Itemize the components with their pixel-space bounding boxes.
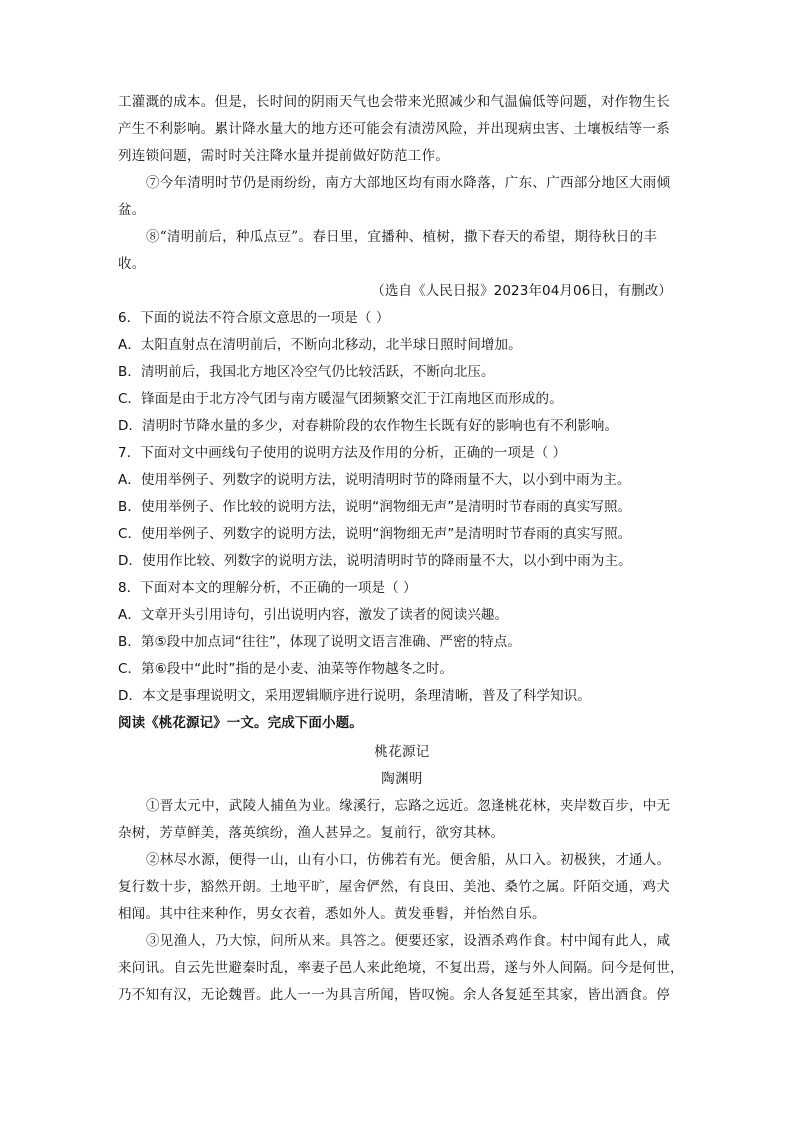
passage-line: 列连锁问题，需时时关注降水量并提前做好防范工作。 (118, 148, 450, 164)
reading-paragraph-3-line: 乃不知有汉，无论魏晋。此人一一为具言所闻，皆叹惋。余人各复延至其家，皆出酒食。停 (118, 987, 670, 1003)
question-7-option-c: C．使用举例子、列数字的说明方法，说明“润物细无声”是清明时节春雨的真实写照。 (118, 526, 632, 542)
paragraph-8-line: 收。 (118, 256, 146, 272)
question-8-option-c: C．第⑥段中“此时”指的是小麦、油菜等作物越冬之时。 (118, 661, 454, 677)
question-6-option-c: C．锋面是由于北方冷气团与南方暖湿气团频繁交汇于江南地区而形成的。 (118, 391, 563, 407)
paragraph-8-line: ⑧“清明前后，种瓜点豆”。春日里，宜播种、植树，撒下春天的希望，期待秋日的丰 (146, 229, 658, 245)
paragraph-7-line: 盆。 (118, 202, 146, 218)
poem-author: 陶渊明 (381, 771, 423, 787)
question-7-option-d: D．使用作比较、列数字的说明方法，说明清明时节的降雨量不大，以小到中雨为主。 (118, 553, 632, 569)
question-6-option-d: D．清明时节降水量的多少，对春耕阶段的农作物生长既有好的影响也有不利影响。 (118, 418, 619, 434)
question-7-stem: 7．下面对文中画线句子使用的说明方法及作用的分析，正确的一项是（ ） (118, 445, 567, 461)
poem-title: 桃花源记 (374, 744, 430, 760)
question-7-option-a: A．使用举例子、列数字的说明方法，说明清明时节的降雨量不大，以小到中雨为主。 (118, 472, 631, 488)
paragraph-7-line: ⑦今年清明时节仍是雨纷纷，南方大部地区均有雨水降落，广东、广西部分地区大雨倾 (146, 175, 671, 191)
question-6-option-b: B．清明前后，我国北方地区冷空气仍比较活跃，不断向北压。 (118, 364, 495, 380)
passage-line: 产生不利影响。累计降水量大的地方还可能会有渍涝风险，并出现病虫害、土壤板结等一系 (118, 121, 670, 137)
question-8-option-a: A．文章开头引用诗句，引出说明内容，激发了读者的阅读兴趣。 (118, 607, 509, 623)
reading-paragraph-2-line: 复行数十步，豁然开朗。土地平旷，屋舍俨然，有良田、美池、桑竹之属。阡陌交通，鸡犬 (118, 879, 670, 895)
reading-paragraph-2-line: 相闻。其中往来种作，男女衣着，悉如外人。黄发垂髫，并怡然自乐。 (118, 906, 546, 922)
reading-paragraph-3-line: 来问讯。自云先世避秦时乱，率妻子邑人来此绝境，不复出焉，遂与外人间隔。问今是何世， (118, 960, 684, 976)
question-8-option-b: B．第⑤段中加点词“往往”，体现了说明文语言准确、严密的特点。 (118, 634, 521, 650)
reading-paragraph-3-line: ③见渔人，乃大惊，问所从来。具答之。便要还家，设酒杀鸡作食。村中闻有此人，咸 (146, 933, 671, 949)
reading-paragraph-1-line: ①晋太元中，武陵人捕鱼为业。缘溪行，忘路之远近。忽逢桃花林，夹岸数百步，中无 (146, 798, 671, 814)
question-7-option-b: B．使用举例子、作比较的说明方法，说明“润物细无声”是清明时节春雨的真实写照。 (118, 499, 632, 515)
reading-paragraph-2-line: ②林尽水源，便得一山，山有小口，仿佛若有光。便舍船，从口入。初极狭，才通人。 (146, 852, 671, 868)
source-citation: （选自《人民日报》2023年04月06日，有删改） (371, 283, 672, 299)
question-8-stem: 8．下面对本文的理解分析，不正确的一项是（ ） (118, 580, 417, 596)
question-8-option-d: D．本文是事理说明文，采用逻辑顺序进行说明，条理清晰，普及了科学知识。 (118, 688, 591, 704)
passage-line: 工灌溉的成本。但是，长时间的阴雨天气也会带来光照减少和气温偏低等问题，对作物生长 (118, 94, 670, 110)
question-6-option-a: A．太阳直射点在清明前后，不断向北移动，北半球日照时间增加。 (118, 337, 522, 353)
question-6-stem: 6．下面的说法不符合原文意思的一项是（ ） (118, 310, 390, 326)
reading-instruction: 阅读《桃花源记》一文。完成下面小题。 (118, 715, 363, 731)
reading-paragraph-1-line: 杂树，芳草鲜美，落英缤纷，渔人甚异之。复前行，欲穷其林。 (118, 825, 505, 841)
